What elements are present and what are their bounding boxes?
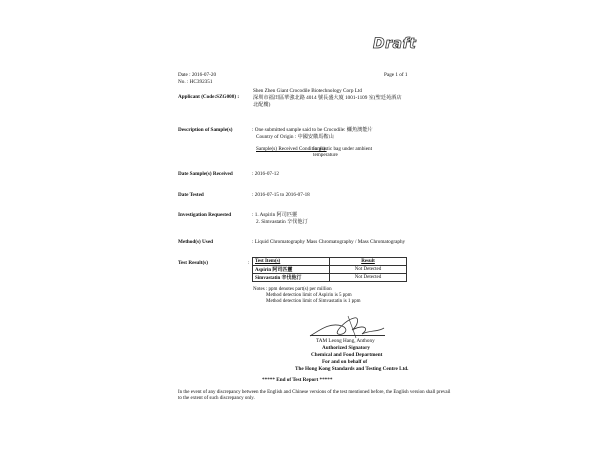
- date-tested-label: Date Tested: [178, 192, 204, 198]
- test-item-aspirin: Aspirin 阿司匹靈: [253, 266, 330, 274]
- test-item-simvastatin: Simvastatin 辛伐他汀: [253, 274, 330, 282]
- results-header-row: [253, 258, 407, 266]
- investigation-item-1: : 1. Aspirin 阿司匹靈: [252, 212, 298, 218]
- signatory-title: Authorized Signatory: [322, 345, 370, 351]
- investigation-item-2: 2. Simvastatin 辛伐他汀: [256, 219, 308, 225]
- result-simvastatin: Not Detected: [330, 274, 407, 282]
- col-result: Result: [330, 258, 407, 266]
- col-test-items: Test Item(s): [253, 258, 330, 266]
- method-label: Method(s) Used: [178, 239, 214, 245]
- result-aspirin: Not Detected: [330, 266, 407, 274]
- method-value: : Liquid Chromatography Mass Chromatography / Mass Chromatography: [252, 239, 406, 245]
- table-row: [253, 266, 407, 274]
- applicant-label: Applicant (Code:SZG008) :: [178, 94, 240, 100]
- applicant-address-1: 深圳市福田區華強北路 4014 號長盛大廈 1001-1109 室(聖廷苑酒店: [253, 95, 402, 101]
- report-date: Date : 2016-07-20: [178, 72, 217, 78]
- note-ppm: Notes : ppm denotes part(s) per million: [253, 287, 332, 292]
- description-label: Description of Sample(s): [178, 127, 233, 133]
- signatory-name: TAM Leong Hang, Anthony: [316, 338, 375, 344]
- received-condition-value-1: In plastic bag under ambient: [313, 146, 373, 152]
- signatory-organisation: The Hong Kong Standards and Testing Centre Ltd.: [295, 366, 409, 372]
- investigation-label: Investigation Requested: [178, 212, 232, 218]
- received-condition-label: Sample(s) Received Condition(s):: [256, 146, 327, 152]
- signature-line: [310, 335, 385, 336]
- results-label: Test Result(s): [178, 260, 208, 266]
- report-number: No. : HC392351: [178, 79, 213, 85]
- applicant-name: Shen Zhen Giant Crocodile Biotechnology Corp Ltd: [253, 88, 362, 94]
- results-table: [252, 257, 407, 282]
- end-of-report: ***** End of Test Report *****: [262, 377, 333, 383]
- received-condition-value-2: temperature: [313, 152, 338, 158]
- draft-watermark: Draft: [373, 36, 417, 52]
- country-of-origin: Country of Origin : 中國安徽馬鞍山: [256, 134, 334, 140]
- results-colon: :: [248, 260, 250, 266]
- applicant-address-2: 北配樓): [253, 102, 271, 108]
- footer-disclaimer-1: In the event of any discrepancy between the English and Chinese versions of the test mentioned before, the English version shall prevail: [178, 390, 451, 395]
- footer-disclaimer-2: to the extent of such discrepancy only.: [178, 396, 255, 401]
- note-simvastatin-limit: Method detection limit of Simvastatin is 1 ppm: [266, 299, 361, 304]
- table-row: [253, 274, 407, 282]
- date-tested-value: : 2016-07-15 to 2016-07-18: [252, 192, 310, 198]
- note-aspirin-limit: Method detection limit of Aspirin is 5 ppm: [266, 293, 352, 298]
- signatory-department: Chemical and Food Department: [311, 352, 383, 358]
- signatory-for: For and on behalf of: [322, 359, 368, 365]
- description-line-1: : One submitted sample said to be Crocodile: 鱷魚澳能片: [252, 127, 373, 133]
- date-received-value: : 2016-07-12: [252, 171, 279, 177]
- page-number: Page 1 of 1: [384, 72, 408, 78]
- date-received-label: Date Sample(s) Received: [178, 171, 233, 177]
